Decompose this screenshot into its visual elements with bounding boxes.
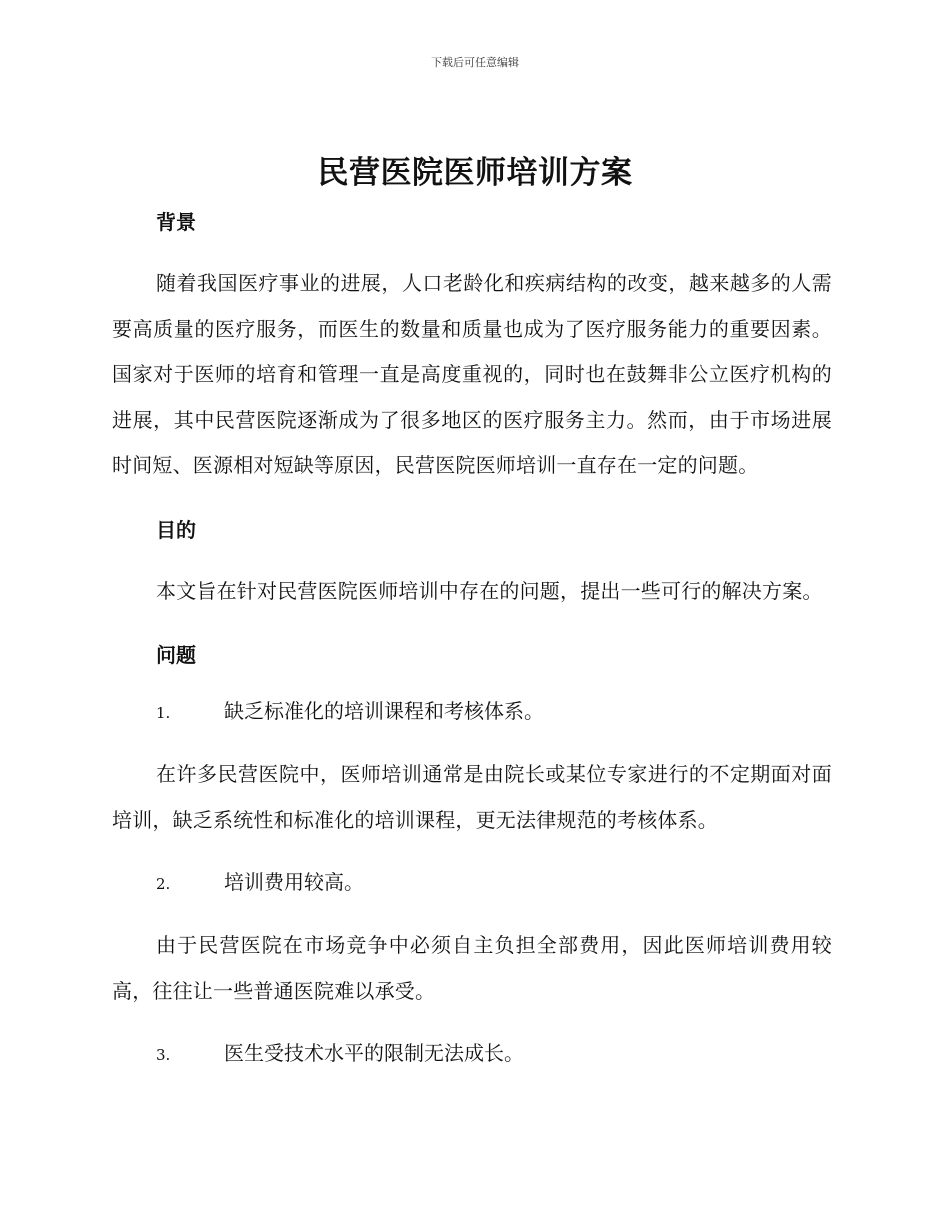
- section-heading-problems: 问题: [156, 643, 196, 667]
- problem-item-2-number: 2.: [156, 875, 171, 893]
- problem-item-2-paragraph: 由于民营医院在市场竞争中必须自主负担全部费用，因此医师培训费用较高，往往让一些普通医院难以承受。: [112, 933, 832, 1003]
- document-body: [112, 205, 832, 1072]
- section-heading-background: 背景: [156, 210, 196, 234]
- purpose-paragraph: 本文旨在针对民营医院医师培训中存在的问题，提出一些可行的解决方案。: [156, 578, 823, 603]
- problem-item-1-paragraph: 在许多民营医院中，医师培训通常是由院长或某位专家进行的不定期面对面培训，缺乏系统性和标准化的培训课程，更无法律规范的考核体系。: [112, 762, 832, 832]
- problem-item-2: [112, 865, 832, 901]
- running-header: 下载后可任意编辑: [431, 56, 519, 69]
- problem-item-2-title: 培训费用较高。: [224, 870, 364, 894]
- document-title: 民营医院医师培训方案: [317, 155, 633, 191]
- problem-item-3-title: 医生受技术水平的限制无法成长。: [224, 1041, 524, 1065]
- problem-item-1-number: 1.: [156, 704, 171, 722]
- section-heading-purpose: 目的: [156, 517, 196, 542]
- problem-item-1-title: 缺乏标准化的培训课程和考核体系。: [224, 699, 544, 723]
- problem-item-3: [112, 1036, 832, 1072]
- problem-item-3-number: 3.: [156, 1046, 171, 1064]
- problem-item-1: [112, 694, 832, 730]
- background-paragraph: 随着我国医疗事业的进展，人口老龄化和疾病结构的改变，越来越多的人需要高质量的医疗服务，而医生的数量和质量也成为了医疗服务能力的重要因素。国家对于医师的培育和管理一直是高度重视的，同时也在鼓舞非公立医疗机构的进展，其中民营医院逐渐成为了很多地区的医疗服务主力。然而，由于市场进展时间短、医源相对短缺等原因，民营医院医师培训一直存在一定的问题。: [112, 271, 832, 477]
